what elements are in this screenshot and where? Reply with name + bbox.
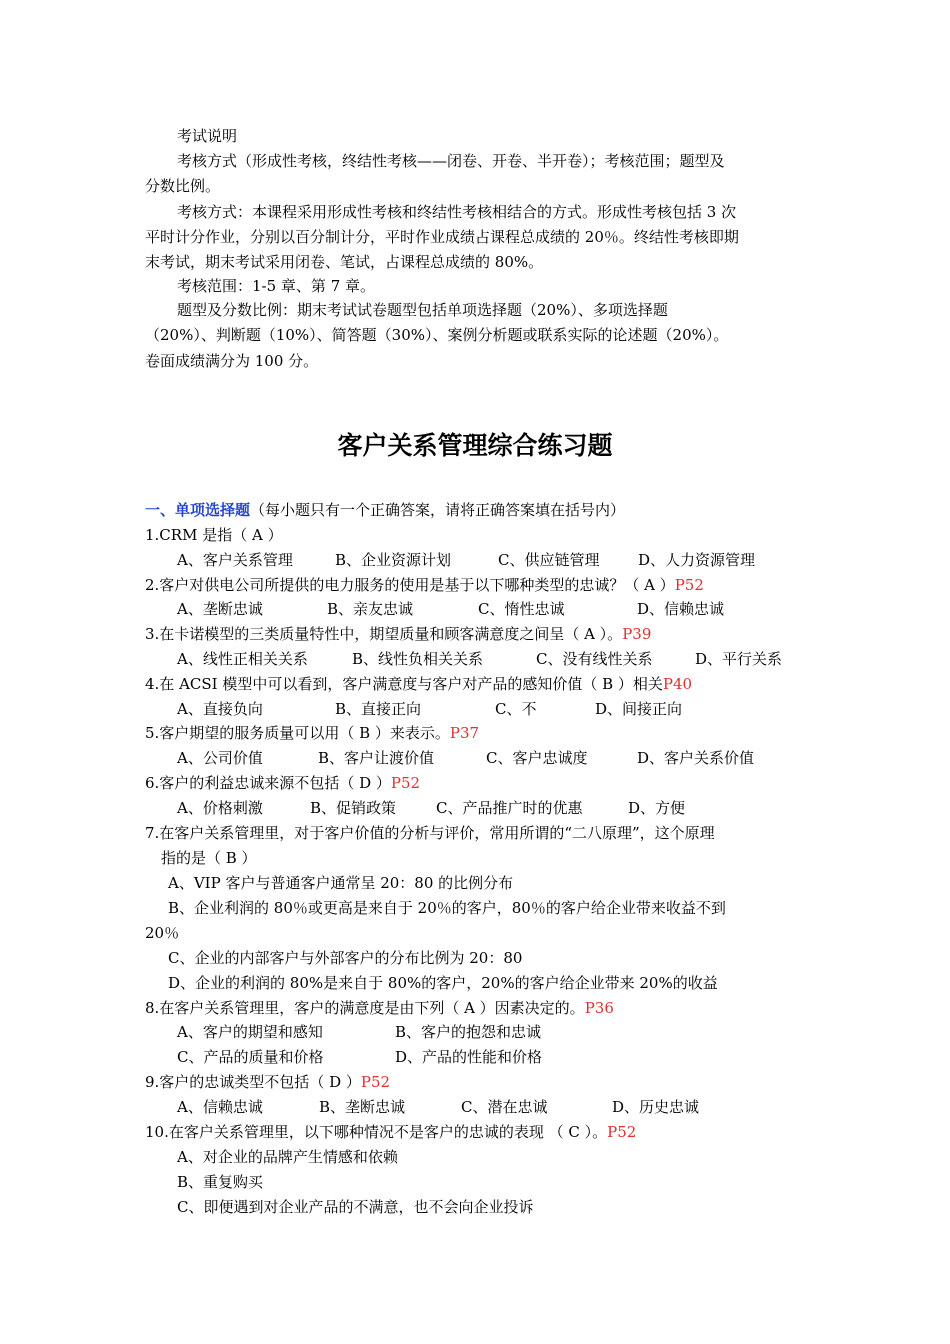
option: D、企业的利润的 80%是来自于 80%的客户，20%的客户给企业带来 20%的收益	[168, 974, 718, 992]
option: D、平行关系	[695, 650, 783, 668]
option: D、历史忠诚	[612, 1098, 700, 1116]
section-label: 一、单项选择题	[145, 501, 251, 519]
option: B、重复购买	[177, 1173, 264, 1191]
question-options	[177, 647, 782, 671]
question-options	[177, 548, 755, 572]
option-cont: 20％	[145, 924, 180, 942]
option: A、价格刺激	[177, 799, 263, 817]
intro-method-cont: 平时计分作业，分别以百分制计分，平时作业成绩占课程总成绩的 20％。终结性考核即期	[145, 228, 739, 246]
question-stem: 5.客户期望的服务质量可以用（ B ）来表示。P37	[145, 724, 480, 742]
page-reference: P52	[390, 774, 421, 792]
option: C、潜在忠诚	[461, 1098, 548, 1116]
option: D、方便	[628, 799, 686, 817]
question-stem: 3.在卡诺模型的三类质量特性中，期望质量和顾客满意度之间呈（ A ）。P39	[145, 625, 652, 643]
option: B、客户的抱怨和忠诚	[395, 1023, 542, 1041]
option: A、VIP 客户与普通客户通常呈 20：80 的比例分布	[168, 874, 514, 892]
page-reference: P52	[674, 576, 704, 594]
question-options	[177, 597, 724, 621]
option: B、垄断忠诚	[319, 1098, 406, 1116]
option: B、线性负相关关系	[352, 650, 484, 668]
option: C、不	[495, 700, 537, 718]
page-reference: P36	[584, 999, 614, 1017]
option: C、产品的质量和价格	[177, 1048, 324, 1066]
question-options	[177, 796, 685, 820]
question-stem: 7.在客户关系管理里，对于客户价值的分析与评价，常用所谓的“二八原理”，这个原理	[145, 824, 715, 842]
option: D、产品的性能和价格	[395, 1048, 543, 1066]
option: A、线性正相关关系	[177, 650, 308, 668]
page-title: 客户关系管理综合练习题	[337, 431, 613, 460]
option: B、企业利润的 80％或更高是来自于 20％的客户，80％的客户给企业带来收益不到	[168, 899, 726, 917]
intro-scope: 考核范围：1-5 章、第 7 章。	[177, 277, 376, 295]
question-stem: 9.客户的忠诚类型不包括（ D ）P52	[145, 1073, 391, 1091]
intro-method-summary: 考核方式（形成性考核，终结性考核——闭卷、开卷、半开卷）；考核范围；题型及	[177, 152, 725, 170]
question-stem: 6.客户的利益忠诚来源不包括（ D ）P52	[145, 774, 421, 792]
intro-types-cont2: 卷面成绩满分为 100 分。	[145, 352, 319, 370]
page-reference: P39	[622, 625, 652, 643]
option: D、人力资源管理	[638, 551, 756, 569]
option: C、惰性忠诚	[478, 600, 565, 618]
option: C、客户忠诚度	[486, 749, 588, 767]
option: D、间接正向	[595, 700, 683, 718]
question-stem: 4.在 ACSI 模型中可以看到，客户满意度与客户对产品的感知价值（ B ）相关P40	[145, 675, 693, 693]
intro-method-cont2: 末考试，期末考试采用闭卷、笔试，占课程总成绩的 80%。	[145, 253, 544, 271]
option: C、企业的内部客户与外部客户的分布比例为 20：80	[168, 949, 523, 967]
option: A、直接负向	[177, 700, 263, 718]
section-heading	[145, 498, 625, 522]
option: C、产品推广时的优惠	[436, 799, 583, 817]
option: A、对企业的品牌产生情感和依赖	[177, 1148, 398, 1166]
option: A、客户关系管理	[177, 551, 293, 569]
question-stem-cont: 指的是（ B ）	[161, 849, 257, 867]
option: B、促销政策	[310, 799, 397, 817]
intro-types-cont: （20%）、判断题（10%）、简答题（30%）、案例分析题或联系实际的论述题（20%）。	[145, 326, 729, 344]
intro-method-summary-cont: 分数比例。	[145, 177, 221, 195]
intro-heading: 考试说明	[177, 127, 238, 145]
page-reference: P40	[662, 675, 693, 693]
question-options	[177, 746, 754, 770]
question-stem: 2.客户对供电公司所提供的电力服务的使用是基于以下哪种类型的忠诚？（ A ）P52	[145, 576, 704, 594]
option: D、客户关系价值	[637, 749, 755, 767]
option: B、客户让渡价值	[318, 749, 435, 767]
intro-method: 考核方式：本课程采用形成性考核和终结性考核相结合的方式。形成性考核包括 3 次	[177, 203, 737, 221]
option: A、信赖忠诚	[177, 1098, 263, 1116]
question-options	[177, 697, 682, 721]
option: A、客户的期望和感知	[177, 1023, 323, 1041]
question-options	[177, 1095, 699, 1119]
question-options	[177, 1045, 542, 1069]
option: B、直接正向	[335, 700, 422, 718]
section-note: （每小题只有一个正确答案，请将正确答案填在括号内）	[250, 501, 626, 519]
question-stem: 1.CRM 是指（ A ）	[145, 526, 283, 544]
question-stem: 10.在客户关系管理里，以下哪种情况不是客户的忠诚的表现 （ C ）。P52	[145, 1123, 637, 1141]
question-options	[177, 1020, 541, 1044]
option: B、亲友忠诚	[327, 600, 414, 618]
option: A、公司价值	[177, 749, 263, 767]
intro-types: 题型及分数比例：期末考试试卷题型包括单项选择题（20%）、多项选择题	[177, 301, 668, 319]
option: C、没有线性关系	[536, 650, 653, 668]
option: D、信赖忠诚	[637, 600, 725, 618]
question-stem: 8.在客户关系管理里，客户的满意度是由下列（ A ）因素决定的。P36	[145, 999, 614, 1017]
option: A、垄断忠诚	[177, 600, 263, 618]
page-reference: P37	[449, 724, 480, 742]
option: B、企业资源计划	[335, 551, 452, 569]
option: C、即便遇到对企业产品的不满意，也不会向企业投诉	[177, 1198, 534, 1216]
page-reference: P52	[607, 1123, 637, 1141]
page-reference: P52	[360, 1073, 391, 1091]
option: C、供应链管理	[498, 551, 600, 569]
